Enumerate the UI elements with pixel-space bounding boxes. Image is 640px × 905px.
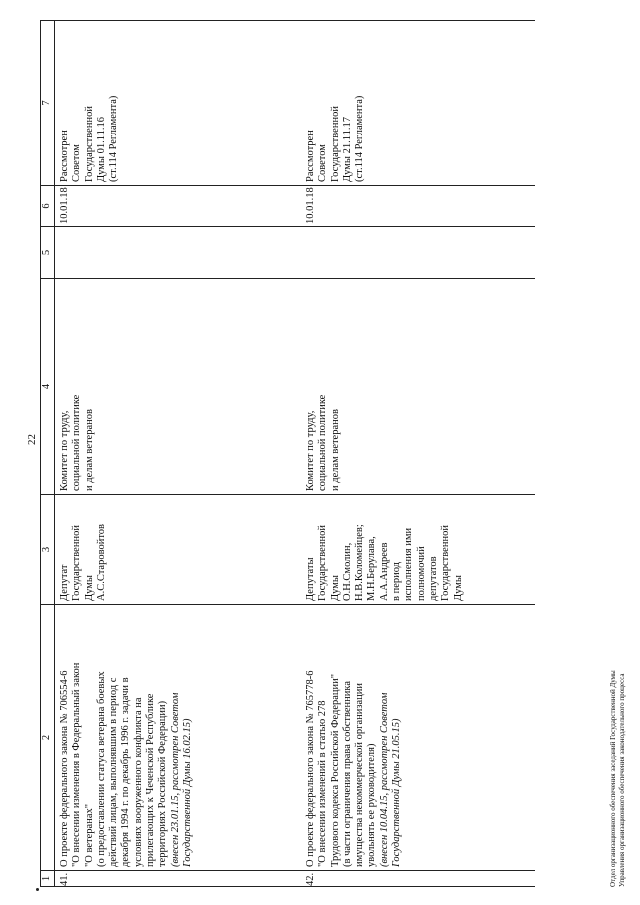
cell-line: Советом bbox=[71, 144, 83, 182]
column-number: 3 bbox=[41, 495, 55, 605]
cell-line: Советом bbox=[317, 144, 329, 182]
cell-line: "О внесении изменений в статью 278 bbox=[317, 700, 329, 867]
cell-line: социальной политике bbox=[317, 394, 329, 491]
cell-line: О проекте федерального закона № 706554-6 bbox=[59, 670, 70, 867]
cell-line: Государственной bbox=[440, 525, 452, 601]
table-body bbox=[55, 21, 536, 887]
cell-line: Трудового кодекса Российской Федерации" bbox=[329, 673, 341, 867]
cell-line: Государственной Думы 21.05.15) bbox=[391, 718, 403, 867]
cell-line: Депутат bbox=[59, 564, 70, 601]
cell-line: территориях Российской Федерации) bbox=[157, 700, 169, 867]
bill-title-cell bbox=[299, 605, 535, 871]
cell-line: Думы 01.11.16 bbox=[95, 117, 107, 182]
cell-line: (внесен 10.04.15, рассмотрен Советом bbox=[378, 692, 390, 867]
scan-speck bbox=[36, 888, 39, 891]
cell-line: и делам ветеранов bbox=[329, 409, 341, 491]
column-5-cell bbox=[299, 227, 535, 279]
cell-line: действий лицам, выполнявшим в период с bbox=[108, 677, 120, 867]
cell-line: (в части ограничения права собственника bbox=[341, 680, 353, 867]
cell-line: "О внесении изменения в Федеральный закон bbox=[71, 662, 83, 867]
page-number: 22 bbox=[26, 434, 38, 445]
row-number-cell: 41. bbox=[55, 871, 300, 887]
cell-line: О.Н.Смолин, bbox=[341, 542, 353, 601]
authors-cell bbox=[299, 495, 535, 605]
cell-line: Комитет по труду, bbox=[305, 410, 316, 491]
cell-line: прилегающих к Чеченской Республике bbox=[145, 693, 157, 867]
cell-line: Рассмотрен bbox=[59, 130, 70, 182]
column-number: 7 bbox=[41, 21, 55, 186]
column-5-cell bbox=[55, 227, 300, 279]
cell-line: А.А.Андреев bbox=[378, 542, 390, 601]
footer-line: Управления организационного обеспечения законодательного процесса bbox=[618, 673, 626, 887]
cell-line: исполнения ими bbox=[403, 527, 415, 601]
cell-line: Государственной bbox=[71, 525, 83, 601]
cell-line: Комитет по труду, bbox=[59, 410, 70, 491]
cell-line: (ст.114 Регламента) bbox=[108, 95, 120, 182]
cell-line: Думы bbox=[329, 575, 341, 601]
cell-line: условиях вооруженного конфликта на bbox=[132, 697, 144, 867]
bills-table bbox=[40, 20, 535, 887]
committee-cell bbox=[299, 279, 535, 495]
footer-line: Отдел организационного обеспечения заседаний Государственной Думы bbox=[609, 670, 617, 887]
status-cell bbox=[55, 21, 300, 186]
column-number: 1 bbox=[41, 871, 55, 887]
cell-line: Думы bbox=[452, 575, 464, 601]
document-footer bbox=[609, 670, 627, 887]
column-number-row bbox=[41, 21, 55, 887]
column-number: 4 bbox=[41, 279, 55, 495]
cell-line: Думы bbox=[83, 575, 95, 601]
cell-line: Государственной bbox=[329, 106, 341, 182]
cell-line: социальной политике bbox=[71, 394, 83, 491]
column-number: 5 bbox=[41, 227, 55, 279]
cell-line: Депутаты bbox=[305, 557, 316, 601]
cell-line: и делам ветеранов bbox=[83, 409, 95, 491]
cell-line: О проекте федерального закона № 765778-6 bbox=[305, 670, 316, 867]
date-cell: 10.01.18 bbox=[299, 186, 535, 227]
cell-line: имущества некоммерческой организации bbox=[354, 682, 366, 867]
cell-line: (о предоставлении статуса ветерана боевых bbox=[95, 671, 107, 867]
cell-line: увольнять ее руководителя) bbox=[366, 743, 378, 867]
cell-line: Думы 21.11.17 bbox=[341, 117, 353, 182]
cell-line: депутатов bbox=[427, 556, 439, 601]
cell-line: (внесен 23.01.15, рассмотрен Советом bbox=[169, 692, 181, 867]
cell-line: Государственной bbox=[83, 106, 95, 182]
table-row bbox=[299, 21, 535, 887]
table-row bbox=[55, 21, 300, 887]
column-number: 6 bbox=[41, 186, 55, 227]
cell-line: Н.В.Коломейцев; bbox=[354, 524, 366, 601]
cell-line: Государственной bbox=[317, 525, 329, 601]
cell-line: М.Н.Берулава, bbox=[366, 536, 378, 601]
cell-line: "О ветеранах" bbox=[83, 803, 95, 867]
authors-cell bbox=[55, 495, 300, 605]
cell-line: Государственной Думы 16.02.15) bbox=[181, 718, 193, 867]
cell-line: Рассмотрен bbox=[305, 130, 316, 182]
column-number: 2 bbox=[41, 605, 55, 871]
cell-line: (ст.114 Регламента) bbox=[354, 95, 366, 182]
bill-title-cell bbox=[55, 605, 300, 871]
cell-line: А.С.Старовойтов bbox=[95, 524, 107, 601]
row-number-cell: 42. bbox=[299, 871, 535, 887]
committee-cell bbox=[55, 279, 300, 495]
cell-line: полномочий bbox=[415, 546, 427, 601]
date-cell: 10.01.18 bbox=[55, 186, 300, 227]
cell-line: в период bbox=[391, 561, 403, 601]
status-cell bbox=[299, 21, 535, 186]
cell-line: декабря 1994 г. по декабрь 1996 г. задачи в bbox=[120, 677, 132, 867]
